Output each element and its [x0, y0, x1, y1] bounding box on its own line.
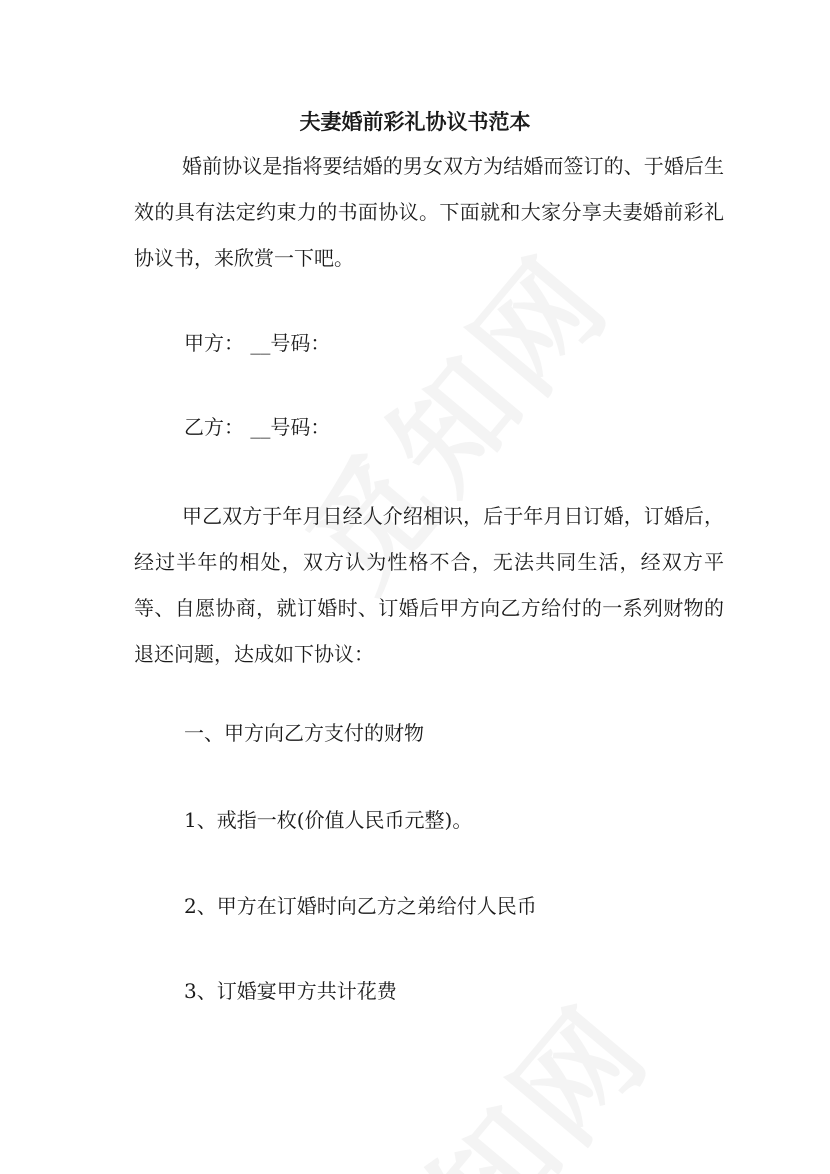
list-item: 3、订婚宴甲方共计花费	[184, 979, 397, 1003]
agreement-body-paragraph: 甲乙双方于年月日经人介绍相识，后于年月日订婚，订婚后，经过半年的相处，双方认为性格不合，无法共同生活，经双方平等、自愿协商，就订婚时、订婚后甲方向乙方给付的一系列财物的退还问题，达成如下协议：	[134, 504, 724, 666]
list-item: 2、甲方在订婚时向乙方之弟给付人民币	[184, 894, 537, 918]
party-b-line: 乙方： __号码：	[184, 415, 331, 439]
party-a-line: 甲方： __号码：	[184, 331, 331, 355]
intro-paragraph: 婚前协议是指将要结婚的男女双方为结婚而签订的、于婚后生效的具有法定约束力的书面协议。下面就和大家分享夫妻婚前彩礼协议书，来欣赏一下吧。	[134, 154, 724, 270]
document-title: 夫妻婚前彩礼协议书范本	[299, 109, 531, 134]
section-heading: 一、甲方向乙方支付的财物	[184, 721, 424, 745]
list-item: 1、戒指一枚(价值人民币元整)。	[184, 808, 473, 832]
